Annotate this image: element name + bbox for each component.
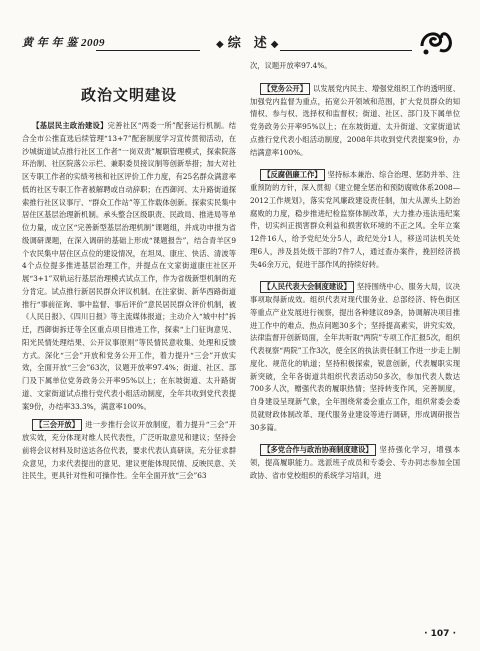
text-party-affairs: 以发展党内民主、增强党组织工作的透明度、加强党内监督为重点，拓宽公开领域和范围，扩大党员群众的知情权、参与权、选择权和监督权；街道、社区、部门及下属单位党务政务公开率95%以上；在东坡街道、太升街道、文家街道试点推行党代表小组活动制度，2008年共收到党代表提案9份，办结满意率100%。 (250, 83, 460, 157)
heading-grassroots-democracy: 【基层民主政治建设】 (32, 121, 108, 130)
paragraph-multiparty-cooperation (250, 444, 460, 482)
header-rule-right (280, 50, 412, 51)
paragraph-three-meetings (22, 419, 236, 483)
section-header (212, 32, 282, 51)
text-multiparty-cooperation: 坚持强化学习，增强本领，提高履职能力。选派班子成员和专委会、专办同志参加全国政协、省市党校组织的系统学习培训，进 (250, 445, 460, 480)
text-peoples-congress: 坚持围绕中心、服务大局，议决事项取得新成效。组织代表对现代服务业、总部经济、特色街区等重点产业发展进行视察，提出各种建议89条，协调解决项目推进工作中的难点、热点问题30多个；坚持提高素实，讲究实效，法律监督开创新局面，全年共听取“两院”专项工作汇报5次，组织代表视察“两院”工作3次，使全区的执法责任制工作进一步走上制度化、规范化的轨道；坚持积极探索，锐意创新，代表履职实现新突破，全年各街道共组织代表活动50多次，参加代表人数达700多人次，赠强代表的履职热情；坚持转变作风，完善制度，自身建设呈现新气象，全年围绕常委会重点工作，组织常委会委员就财政体制改革、现代服务业建设等进行调研，形成调研报告30多篇。 (250, 282, 460, 432)
heading-three-meetings: 【三会开放】 (32, 419, 82, 431)
article-title: 政治文明建设 (80, 86, 177, 104)
heading-multiparty-cooperation: 【多党合作与政治协商制度建设】 (260, 444, 375, 456)
header-rule-left (96, 50, 200, 51)
text-anti-corruption: 坚持标本兼治、综合治理、惩防并举、注重预防的方针，深入贯彻《建立健全惩治和预防腐败体系2008—2012工作规划》，落实党风廉政建设责任制，加大从源头上防治腐败的力度，稳步推进纪检监察体制改革，大力推办违法违纪案件，切实纠正损害群众利益和损害软环境的不正之风。全年立案12件16人，给予党纪处分5人，政纪处分1人，移送司法机关处理6人，涉及县处级干部的7件7人，通过查办案件，挽回经济损失46余万元，促进干部作风的持续好转。 (250, 170, 460, 269)
paragraph-anti-corruption (250, 169, 460, 271)
paragraph-grassroots-democracy (22, 120, 236, 413)
heading-party-affairs: 【党务公开】 (260, 83, 310, 95)
paragraph-peoples-congress (250, 281, 460, 434)
heading-peoples-congress: 【人民代表大会制度建设】 (260, 281, 354, 293)
paragraph-party-affairs (250, 83, 460, 160)
page-number: · 107 · (424, 629, 456, 639)
page-header (0, 0, 480, 62)
section-title: 综 述 (227, 36, 267, 51)
heading-anti-corruption: 【反腐倡廉工作】 (260, 169, 324, 181)
right-column (250, 60, 460, 483)
paragraph-continued: 次，议题开放率97.4%。 (250, 61, 332, 70)
diamond-icon: ◆ (270, 39, 279, 50)
swirl-ornament-icon (418, 26, 456, 58)
yearbook-title: 黄 年 年 鉴 2009 (22, 37, 105, 49)
left-column (22, 60, 236, 483)
text-three-meetings: 进一步推行会议开放制度，着力提升“三会”开放实效，充分体现对维人民代表性，广泛听取意见和建议；坚持会前将会议材料及时送达各位代表，要求代表认真研读，充分征求群众意见，力求代表提出的意见、建议更能体现民情、反映民意、关注民生，更具针对性和可操作性。全年全面开放“三会”63 (22, 420, 236, 481)
text-grassroots-democracy: 完善社区“两委一所”配套运行机制。结合全市公推直选后续管理“13+7”配套制度学习宣传贯彻活动，在沙城街道试点推行社区工作者“一岗双责”履职管理模式，探索院落环治制、社区院落公示栏、兼职委员接议制等创新举措；加大对社区专职工作者的实绩考核和社区评价工作力度，有25名群众满意率低的社区专职工作者被解聘或自动辞职；在西御河、太升路街道探索推行社区议事厅、“群众工作站”等工作载体创新。探索实民集中居住区基层治理新机制。承头整合区级职责、民政局、推进局等单位力量，成立区“完善新型基层治理机制”课题组，并成功申报为省级调研课题，在深入调研的基础上形成“课题报告”，结合青羊区9个农民集中居住区点位的建设情况，在坦凤、康庄、快活、清波等4个点位提多推进基层治理工作，并提点在文家街道康庄社区开展“3+1”双轨运行基层治理模式试点工作，作为省级新型机制的充分肯定。试点推行新居民群众评议机制。在注家街、新华西路街道推行“事前征询、事中监督、事后评价”意民居民群众评价机制，被《人民日报》、《四川日报》等主流媒体报道；主动介入“城中村”拆迁，西御街拆迁等全区重点项目推进工作，探索“上门征询意见、阳光民情处理结果、公开议事原则”等民情民意收集、处理和反馈方式。深化“三会”开放和党务公开工作，着力提升“三会”开放实效，全面开放“三会”63次，议题开放率97.4%；街道、社区、部门及下属单位党务政务公开率95%以上；在东坡街道、太升路街道、文家街道试点推行党代表小组活动制度，全年共收到党代表提案9份，办结率33.3%，满意率100%。 (22, 121, 237, 411)
diamond-icon: ◆ (216, 39, 224, 50)
